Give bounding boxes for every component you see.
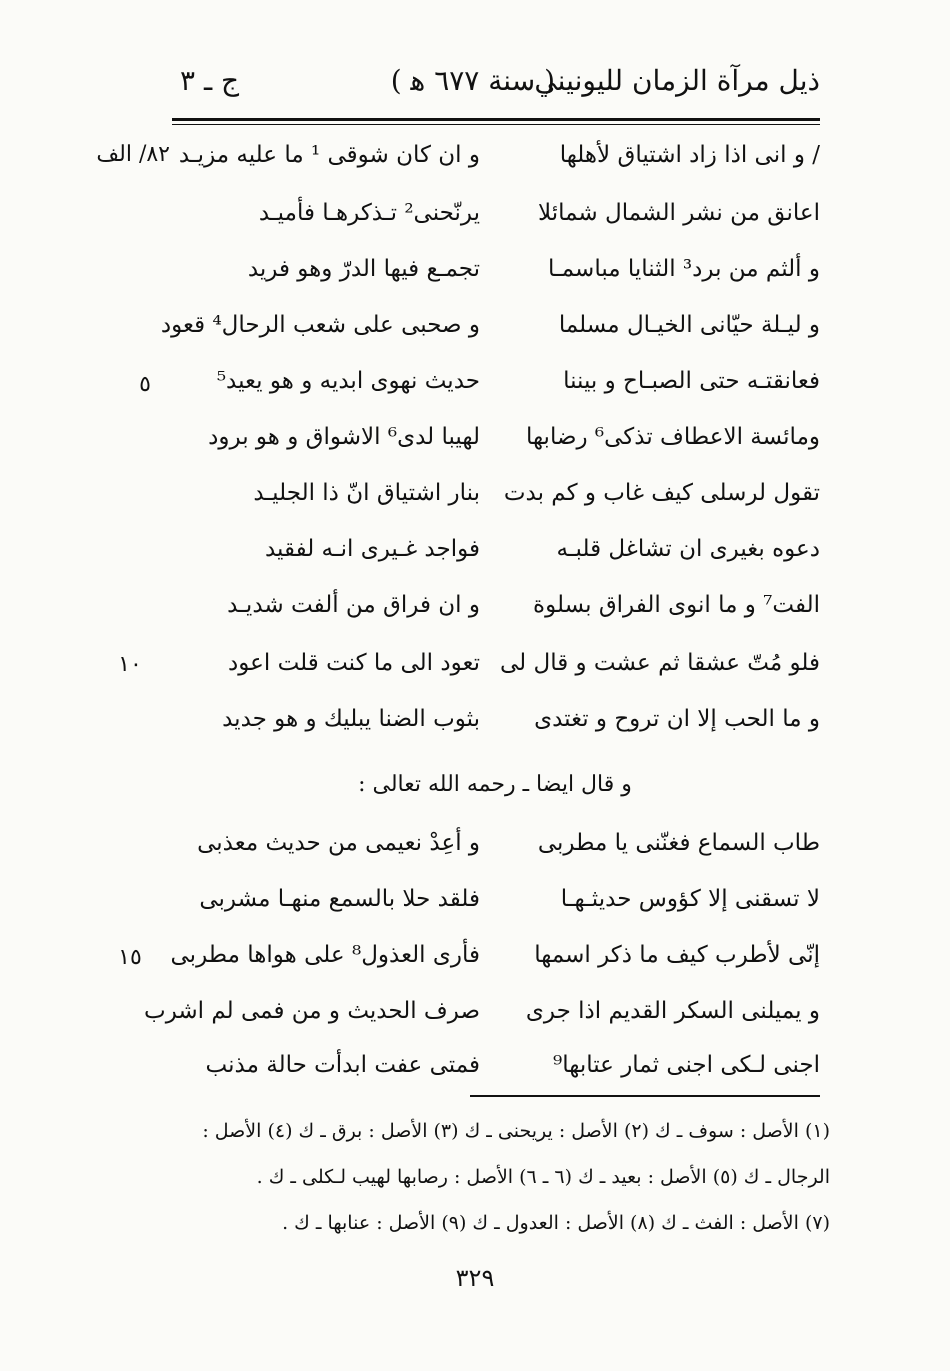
second-hemistich: يرنّحنى² تـذكرهـا فأميـد (258, 200, 480, 226)
second-hemistich: و ان فراق من ألفت شديـد (227, 592, 480, 618)
verse-line (170, 638, 820, 688)
second-hemistich: بثوب الضنا يبليك و هو جديد (222, 706, 480, 732)
first-hemistich: و ألثم من برد³ الثنايا مباسمـا (548, 256, 820, 282)
line-number: ١٥ (118, 945, 142, 970)
book-title: ذيل مرآة الزمان لليونيني (534, 64, 820, 97)
verse-line (170, 244, 820, 294)
second-hemistich: تعود الى ما كنت قلت اعود (228, 650, 480, 676)
page-number: ٣٢٩ (455, 1264, 495, 1292)
second-hemistich: صرف الحديث و من فمى لم اشرب (144, 998, 480, 1024)
line-number: ٥ (139, 372, 151, 397)
footnote-line: (٧) الأصل : الفث ـ ك (٨) الأصل : العدول ـ ك (٩) الأصل : عنابها ـ ك . (282, 1212, 830, 1234)
second-hemistich: تجمـع فيها الدرّ وهو فريد (247, 256, 480, 282)
header-rule-thick (172, 118, 820, 121)
first-hemistich: تقول لرسلى كيف غاب و كم بدت (503, 480, 820, 506)
first-hemistich: دعوه بغيرى ان تشاغل قلبـه (556, 536, 820, 562)
second-hemistich: فلقد حلا بالسمع منهـا مشربى (199, 886, 480, 912)
verse-line (160, 300, 820, 350)
first-hemistich: و يميلنى السكر القديم اذا جرى (525, 998, 820, 1024)
footnote-line: الرجال ـ ك (٥) الأصل : بعيد ـ ك (٦ ـ ٦) الأصل : رصابها لهيب لـكلى ـ ك . (256, 1166, 830, 1188)
verse-line (170, 524, 820, 574)
header-rule-thin (172, 124, 820, 125)
first-hemistich: اعانق من نشر الشمال شمائلا (537, 200, 820, 226)
first-hemistich: الفت⁷ و ما انوى الفراق بسلوة (533, 592, 820, 618)
year-label: ( سنة ٦٧٧ ﻫ ) (390, 64, 555, 97)
second-hemistich: حديث نهوى ابديه و هو يعيد⁵ (216, 368, 480, 394)
verse-line (170, 468, 820, 518)
second-hemistich: فمتى عفت ابدأت حالة مذنب (205, 1052, 480, 1078)
first-hemistich: ومائسة الاعطاف تذكى⁶ رضابها (525, 424, 820, 450)
footnote-line: (١) الأصل : سوف ـ ك (٢) الأصل : يريحنى ـ ك (٣) الأصل : برق ـ ك (٤) الأصل : (202, 1120, 830, 1142)
verse-line (170, 1040, 820, 1090)
verse-line (170, 188, 820, 238)
second-hemistich: لهيبا لدى⁶ الاشواق و هو برود (208, 424, 480, 450)
first-hemistich: و ليـلة حيّانى الخيـال مسلما (558, 312, 820, 338)
first-hemistich: لا تسقنى إلا كؤوس حديثـهـا (560, 886, 820, 912)
verse-line (170, 356, 820, 406)
second-hemistich: و صحبى على شعب الرحال⁴ قعود (160, 312, 480, 338)
verse-line (170, 930, 820, 980)
verse-line (170, 580, 820, 630)
second-hemistich: بنار اشتياق انّ ذا الجليـد (253, 480, 480, 506)
second-hemistich: فأرى العذول⁸ على هواها مطربى (170, 942, 480, 968)
running-header (170, 58, 820, 108)
first-hemistich: و ما الحب إلا ان تروح و تغتدى (534, 706, 820, 732)
verse-line (170, 130, 820, 180)
first-hemistich: اجنى لـكى اجنى ثمار عتابها⁹ (552, 1052, 820, 1078)
verse-line (144, 986, 820, 1036)
footnote-rule (470, 1095, 820, 1097)
first-hemistich: / و انى اذا زاد اشتياق لأهلها (559, 142, 820, 168)
verse-line (170, 818, 820, 868)
first-hemistich: فلو مُتّ عشقا ثم عشت و قال لى (500, 650, 820, 676)
verse-line (170, 412, 820, 462)
first-hemistich: فعانقتـه حتى الصبـاح و بيننا (563, 368, 820, 394)
second-hemistich: و أعِدْ نعيمى من حديث معذبى (197, 830, 480, 856)
line-number: ١٠ (118, 652, 142, 677)
first-hemistich: إنّى لأطرب كيف ما ذكر اسمها (534, 942, 820, 968)
volume-label: ج ـ ٣ (180, 64, 240, 97)
verse-line (170, 874, 820, 924)
folio-marker: ٨٢/ الف (96, 142, 170, 167)
verse-line (170, 694, 820, 744)
second-hemistich: و ان كان شوقى ¹ ما عليه مزيـد (178, 142, 480, 168)
first-hemistich: طاب السماع فغنّنى يا مطربى (537, 830, 820, 856)
second-hemistich: فواجد غـيرى انـه لفقيد (264, 536, 480, 562)
intro-line: و قال ايضا ـ رحمه الله تعالى : (358, 772, 632, 797)
